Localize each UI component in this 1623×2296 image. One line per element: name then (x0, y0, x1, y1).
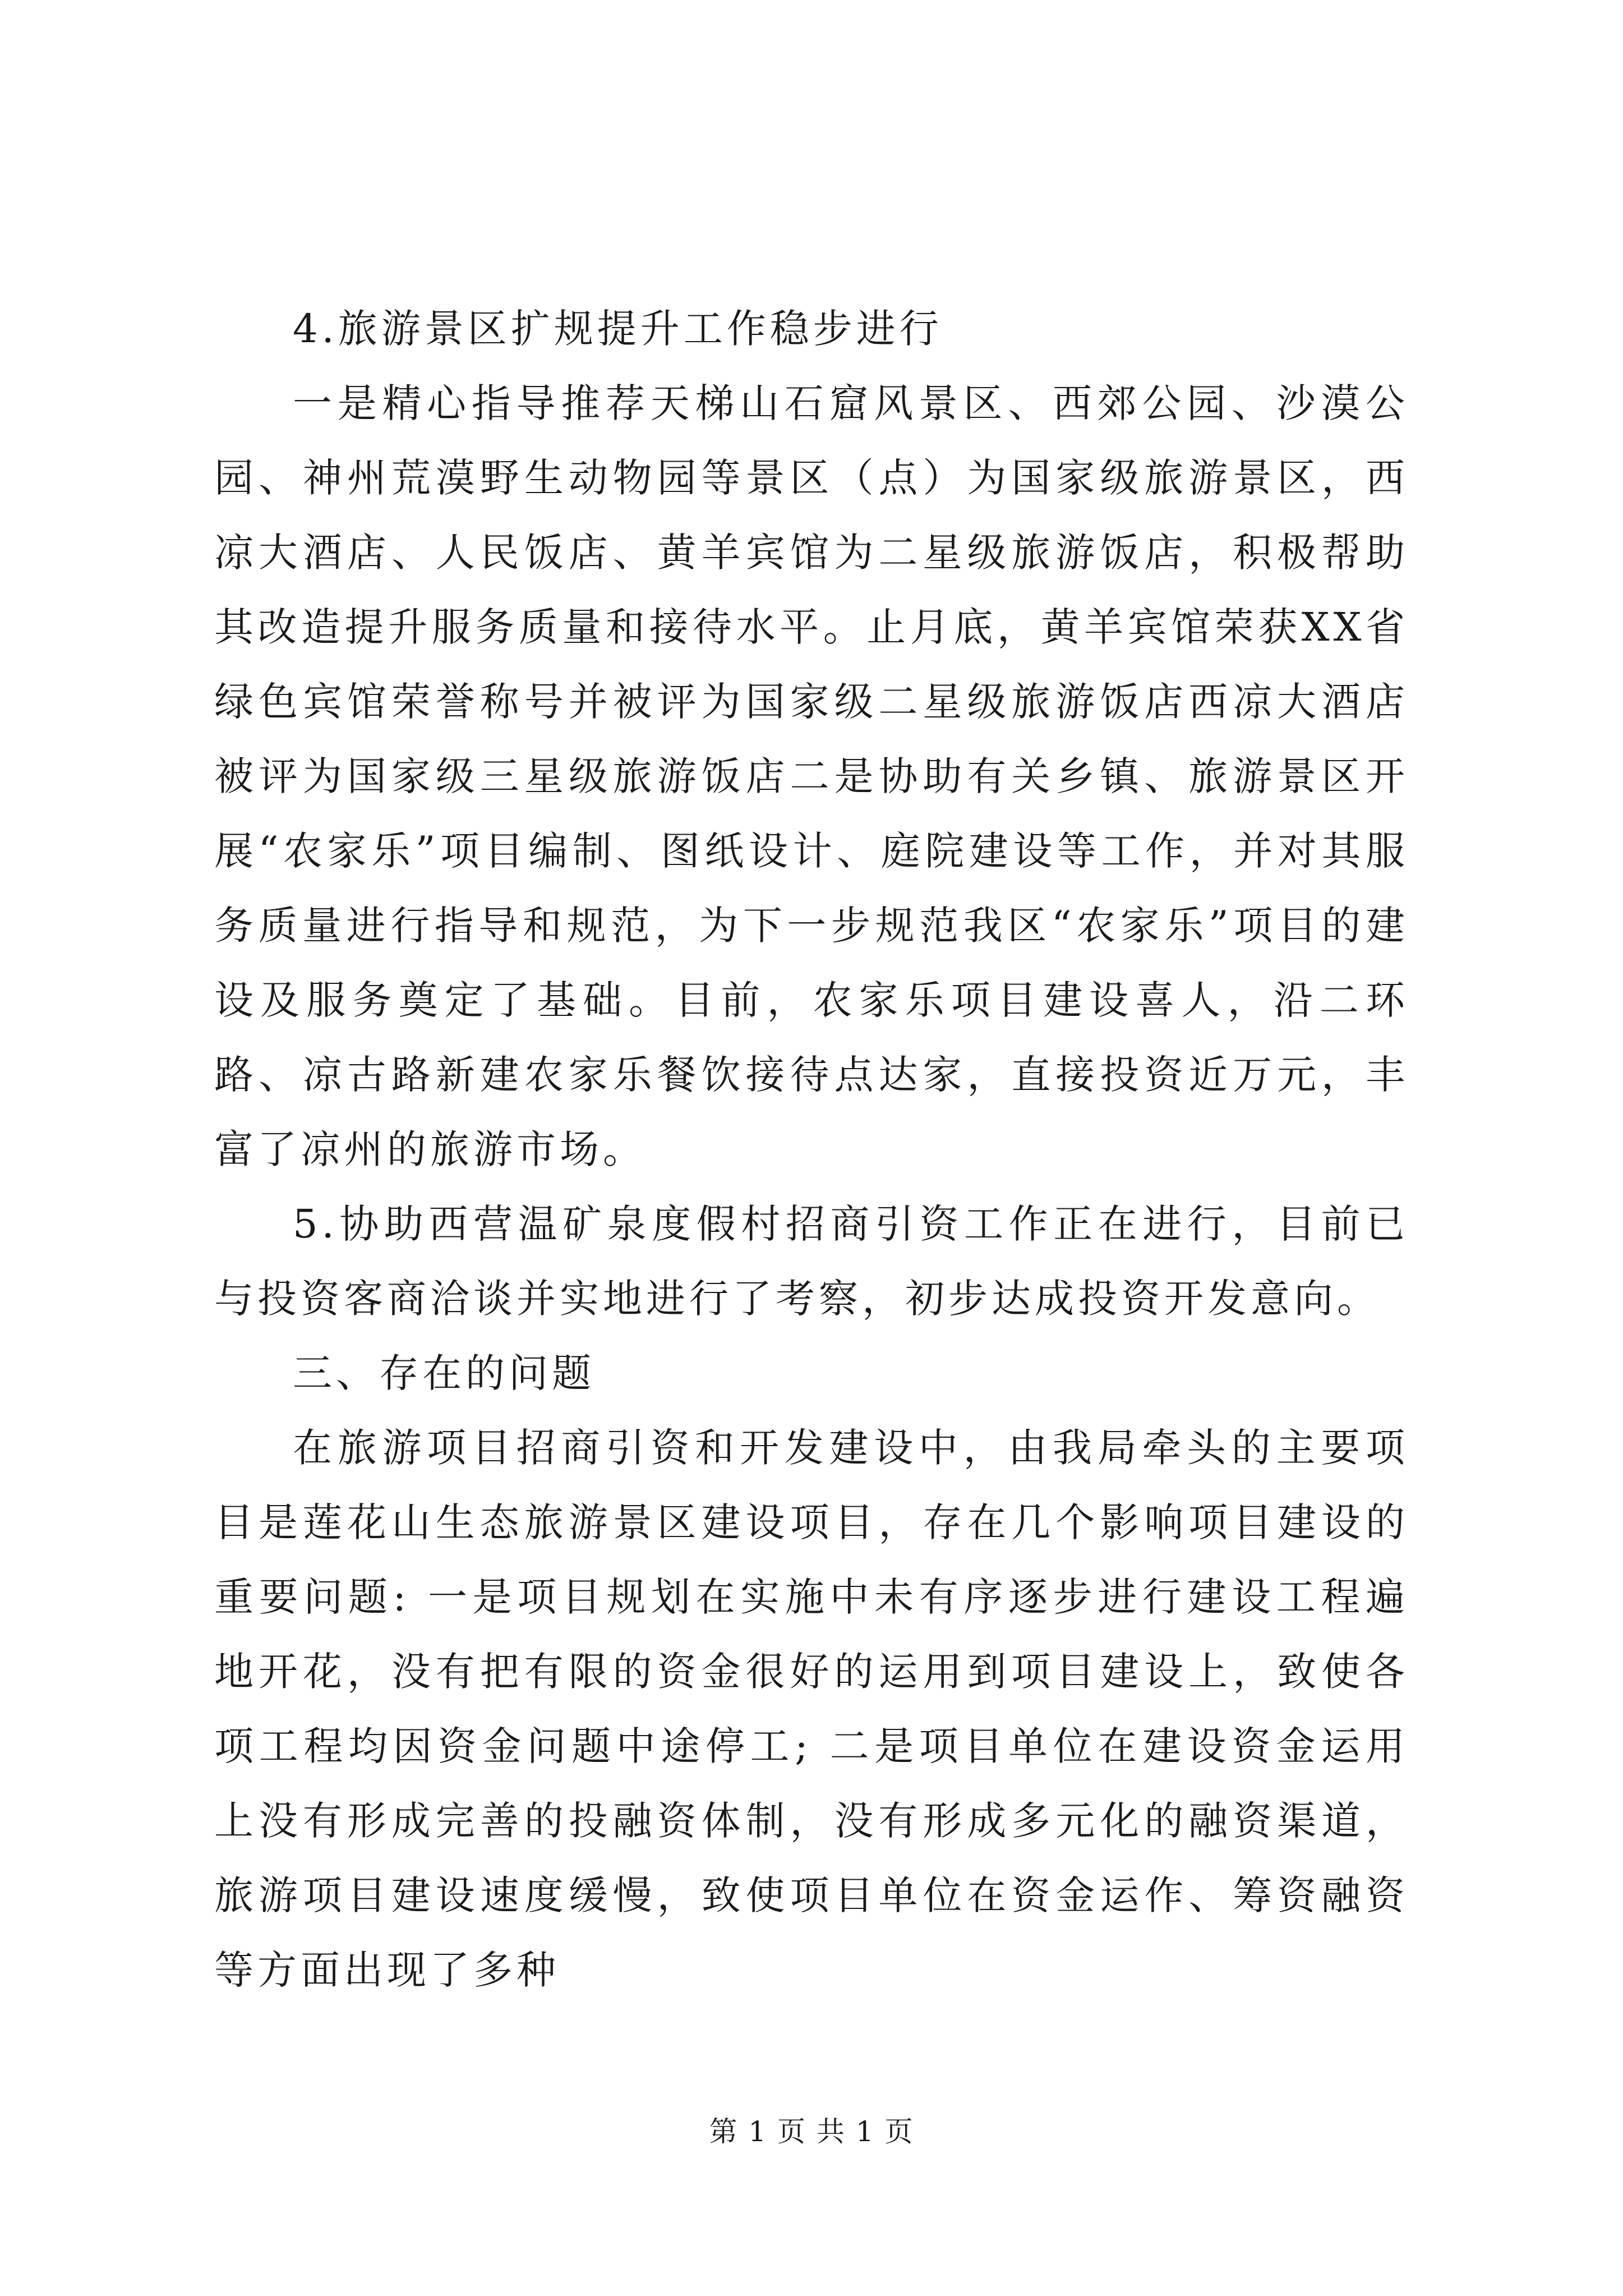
paragraph-scenic-area-guidance: 一是精心指导推荐天梯山石窟风景区、西郊公园、沙漠公园、神州荒漠野生动物园等景区（点）为国家级旅游景区，西凉大酒店、人民饭店、黄羊宾馆为二星级旅游饭店，积极帮助其改造提升服务质量和接待水平。止月底，黄羊宾馆荣获XX省绿色宾馆荣誉称号并被评为国家级二星级旅游饭店西凉大酒店被评为国家级三星级旅游饭店二是协助有关乡镇、旅游景区开展“农家乐”项目编制、图纸设计、庭院建设等工作，并对其服务质量进行指导和规范，为下一步规范我区“农家乐”项目的建设及服务奠定了基础。目前，农家乐项目建设喜人，沿二环路、凉古路新建农家乐餐饮接待点达家，直接投资近万元，丰富了凉州的旅游市场。 (214, 380, 1409, 1172)
page-number-footer: 第 1 页 共 1 页 (709, 2115, 914, 2148)
section-heading-existing-problems: 三、存在的问题 (293, 1350, 595, 1396)
document-body (214, 292, 1409, 2008)
section-heading-tourism-upgrade: 4.旅游景区扩规提升工作稳步进行 (293, 306, 943, 352)
paragraph-lianhuashan-project-problems: 在旅游项目招商引资和开发建设中，由我局牵头的主要项目是莲花山生态旅游景区建设项目，存在几个影响项目建设的重要问题: 一是项目规划在实施中未有序逐步进行建设工程遍地开花，没有把有限的资金很好的运用到项目建设上，致使各项工程均因资金问题中途停工; 二是项目单位在建设资金运用上没有形成完善的投融资体制，没有形成多元化的融资渠道，旅游项目建设速度缓慢，致使项目单位在资金运作、筹资融资等方面出现了多种 (214, 1425, 1409, 1993)
paragraph-xiying-resort-investment: 5.协助西营温矿泉度假村招商引资工作正在进行，目前已与投资客商洽谈并实地进行了考察，初步达成投资开发意向。 (214, 1201, 1409, 1322)
